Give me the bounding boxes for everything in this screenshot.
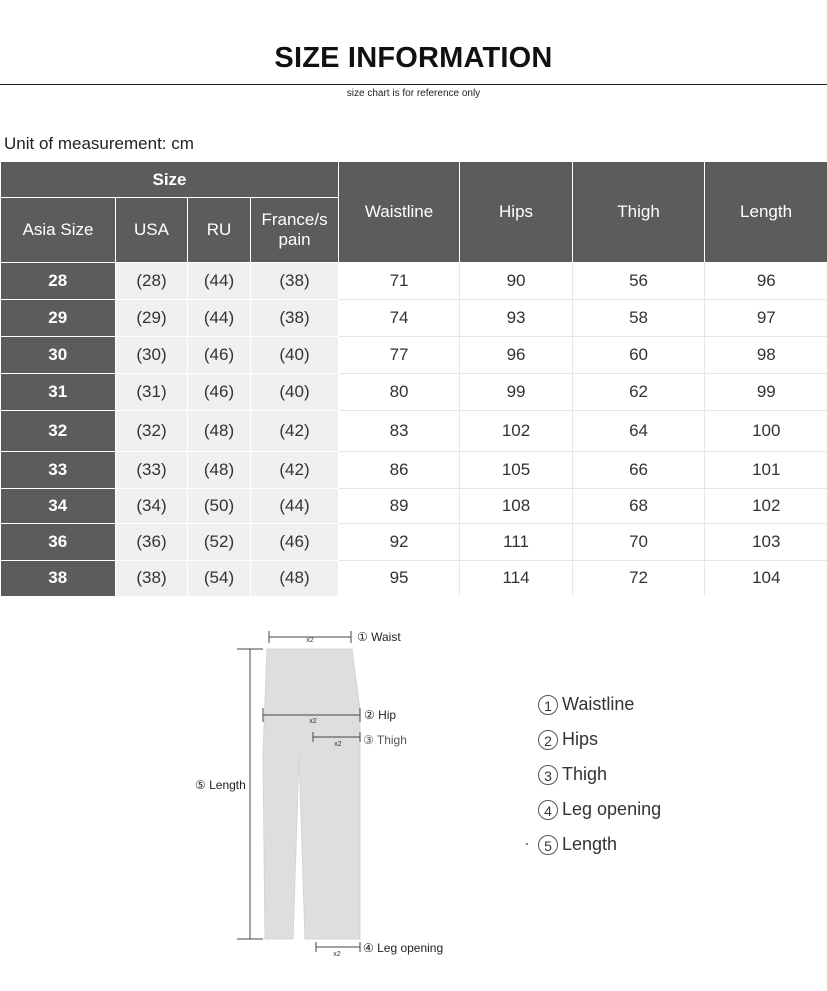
length-header: Length [705, 162, 827, 263]
legend-number: 1 [538, 695, 558, 715]
length-cell: 103 [705, 524, 827, 561]
legend-item-waistline [538, 690, 661, 725]
thigh-cell: 64 [573, 411, 705, 452]
page-title: SIZE INFORMATION [274, 42, 553, 74]
waistline-cell: 89 [339, 489, 460, 524]
ru-size-cell: (48) [188, 411, 251, 452]
legend-number: 5 [538, 835, 558, 855]
length-cell: 98 [705, 337, 827, 374]
usa-size-cell: (38) [116, 561, 188, 596]
hips-cell: 99 [460, 374, 573, 411]
asia-size-cell: 32 [1, 411, 116, 452]
usa-size-cell: (30) [116, 337, 188, 374]
table-row [1, 337, 827, 374]
ru-size-cell: (54) [188, 561, 251, 596]
table-row [1, 452, 827, 489]
leg-opening-x2-label: x2 [333, 951, 341, 958]
france-spain-size-cell: (42) [251, 452, 339, 489]
table-row [1, 489, 827, 524]
length-cell: 101 [705, 452, 827, 489]
table-row [1, 561, 827, 596]
usa-size-cell: (33) [116, 452, 188, 489]
asia-size-cell: 29 [1, 300, 116, 337]
length-cell: 96 [705, 263, 827, 300]
legend-item-leg-opening [538, 795, 661, 830]
leg-opening-label: ④ Leg opening [363, 941, 444, 955]
length-cell: 102 [705, 489, 827, 524]
size-group-header: Size [1, 162, 339, 198]
usa-size-cell: (36) [116, 524, 188, 561]
usa-header: USA [116, 198, 188, 263]
thigh-cell: 66 [573, 452, 705, 489]
thigh-header: Thigh [573, 162, 705, 263]
pants-diagram [185, 615, 460, 965]
measurement-legend [538, 690, 661, 865]
thigh-cell: 58 [573, 300, 705, 337]
ru-size-cell: (44) [188, 263, 251, 300]
waistline-cell: 95 [339, 561, 460, 596]
usa-size-cell: (29) [116, 300, 188, 337]
legend-number: 3 [538, 765, 558, 785]
waistline-cell: 74 [339, 300, 460, 337]
length-label: ⑤ Length [195, 778, 246, 792]
hip-x2-label: x2 [309, 718, 317, 725]
france-spain-size-cell: (38) [251, 263, 339, 300]
france-spain-header: France/s pain [251, 198, 339, 263]
france-spain-size-cell: (38) [251, 300, 339, 337]
ru-size-cell: (50) [188, 489, 251, 524]
usa-size-cell: (34) [116, 489, 188, 524]
waistline-cell: 71 [339, 263, 460, 300]
hips-header: Hips [460, 162, 573, 263]
asia-size-header: Asia Size [1, 198, 116, 263]
legend-number: 4 [538, 800, 558, 820]
asia-size-cell: 28 [1, 263, 116, 300]
ru-size-cell: (46) [188, 337, 251, 374]
stray-dot [526, 843, 528, 845]
table-row [1, 263, 827, 300]
length-cell: 100 [705, 411, 827, 452]
pants-illustration [263, 649, 360, 939]
france-spain-size-cell: (44) [251, 489, 339, 524]
asia-size-cell: 31 [1, 374, 116, 411]
thigh-cell: 68 [573, 489, 705, 524]
thigh-cell: 62 [573, 374, 705, 411]
legend-item-thigh [538, 760, 661, 795]
france-spain-size-cell: (42) [251, 411, 339, 452]
legend-number: 2 [538, 730, 558, 750]
size-table-body [1, 263, 827, 596]
asia-size-cell: 33 [1, 452, 116, 489]
hips-cell: 93 [460, 300, 573, 337]
waistline-header: Waistline [339, 162, 460, 263]
table-row [1, 411, 827, 452]
legend-label: Leg opening [562, 799, 662, 819]
france-spain-size-cell: (40) [251, 374, 339, 411]
hips-cell: 108 [460, 489, 573, 524]
waist-label: ① Waist [357, 630, 401, 644]
thigh-label: ③ Thigh [363, 733, 407, 747]
legend-item-length [538, 830, 661, 865]
waistline-cell: 83 [339, 411, 460, 452]
waistline-cell: 86 [339, 452, 460, 489]
france-spain-size-cell: (40) [251, 337, 339, 374]
title-divider [0, 84, 827, 85]
ru-size-cell: (44) [188, 300, 251, 337]
unit-label: Unit of measurement: cm [4, 134, 194, 153]
usa-size-cell: (28) [116, 263, 188, 300]
legend-label: Thigh [562, 764, 608, 784]
thigh-cell: 70 [573, 524, 705, 561]
thigh-cell: 56 [573, 263, 705, 300]
length-cell: 99 [705, 374, 827, 411]
waistline-cell: 80 [339, 374, 460, 411]
hips-cell: 102 [460, 411, 573, 452]
waist-x2-label: x2 [306, 637, 314, 644]
usa-size-cell: (32) [116, 411, 188, 452]
hip-label: ② Hip [364, 708, 397, 722]
length-cell: 104 [705, 561, 827, 596]
ru-header: RU [188, 198, 251, 263]
waistline-cell: 92 [339, 524, 460, 561]
france-spain-size-cell: (48) [251, 561, 339, 596]
waistline-cell: 77 [339, 337, 460, 374]
hips-cell: 90 [460, 263, 573, 300]
hips-cell: 96 [460, 337, 573, 374]
legend-item-hips [538, 725, 661, 760]
asia-size-cell: 38 [1, 561, 116, 596]
ru-size-cell: (52) [188, 524, 251, 561]
table-row [1, 374, 827, 411]
hips-cell: 114 [460, 561, 573, 596]
ru-size-cell: (48) [188, 452, 251, 489]
ru-size-cell: (46) [188, 374, 251, 411]
legend-label: Hips [562, 729, 599, 749]
thigh-cell: 60 [573, 337, 705, 374]
hips-cell: 105 [460, 452, 573, 489]
hips-cell: 111 [460, 524, 573, 561]
thigh-cell: 72 [573, 561, 705, 596]
page-subtitle: size chart is for reference only [346, 88, 481, 99]
table-row [1, 300, 827, 337]
usa-size-cell: (31) [116, 374, 188, 411]
legend-label: Waistline [562, 694, 635, 714]
thigh-x2-label: x2 [334, 741, 342, 748]
length-cell: 97 [705, 300, 827, 337]
asia-size-cell: 36 [1, 524, 116, 561]
size-table [0, 161, 827, 596]
table-row [1, 524, 827, 561]
france-spain-size-cell: (46) [251, 524, 339, 561]
legend-label: Length [562, 834, 618, 854]
asia-size-cell: 34 [1, 489, 116, 524]
asia-size-cell: 30 [1, 337, 116, 374]
